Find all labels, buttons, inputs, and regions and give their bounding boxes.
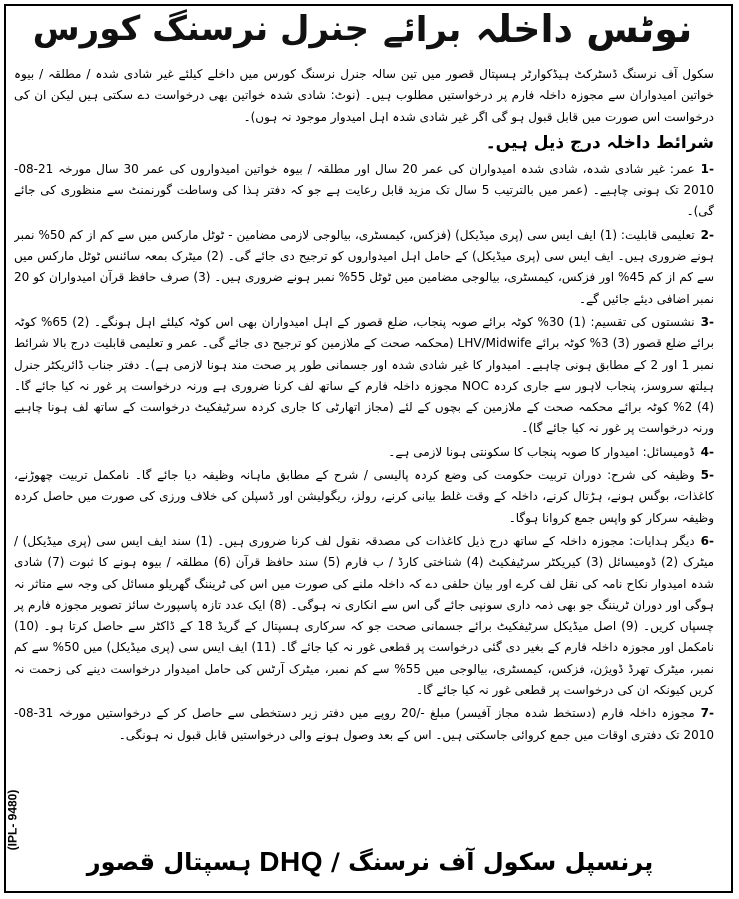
notice-title <box>8 4 717 54</box>
condition-item-1 <box>14 159 714 223</box>
item-number: -7 <box>700 706 714 721</box>
item-text: ڈومیسائل: امیدوار کا صوبہ پنجاب کا سکونتی ہونا لازمی ہے۔ <box>388 444 695 459</box>
ipl-code <box>2 760 22 880</box>
item-text: عمر: غیر شادی شدہ، شادی شدہ امیدواران کی عمر 20 سال اور مطلقہ / بیوہ خواتین امیدواروں کی عمر 30 سال مورخہ 21-08-2010 تک ہونی چاہیے۔ (عمر میں بالترتیب 5 سال تک مزید قابل رعایت ہے جو کہ دفتر ہذا کی وساطت گورنمنٹ سے منظوری کی جائے گی)۔ <box>14 161 714 219</box>
intro-paragraph: سکول آف نرسنگ ڈسٹرکٹ ہیڈکوارٹر ہسپتال قصور میں تین سالہ جنرل نرسنگ کورس میں داخلے کیلئے غیر شادی شدہ / مطلقہ / بیوہ خواتین امیدواران سے مجوزہ داخلہ فارم پر درخواستیں مطلوب ہیں۔ (نوٹ: شادی شدہ خواتین بھی درخواست دے سکتی ہیں لیکن ان کی درخواست اس صورت میں قابل قبول ہو گی اگر غیر شادی شدہ اہل امیدوار موجود نہ ہوں)۔ <box>14 67 714 124</box>
item-number: -1 <box>700 161 714 176</box>
ipl-code-text: (IPL- 9480) <box>5 789 19 851</box>
item-number: -5 <box>700 468 714 483</box>
item-number: -3 <box>700 314 714 329</box>
condition-item-2 <box>14 225 714 310</box>
conditions-heading: شرائط داخلہ درج ذیل ہیں۔ <box>485 132 714 153</box>
footer-principal: پرنسپل سکول آف نرسنگ / <box>331 848 654 876</box>
notice-body <box>14 64 714 846</box>
item-text: نشستوں کی تقسیم: (1) 30% کوٹہ برائے صوبہ پنجاب، ضلع قصور کے اہل امیدواران بھی اس کوٹہ کیلئے اہل ہونگے۔ (2) 65% کوٹہ برائے ضلع قصور (3) 3% کوٹہ برائے LHV/Midwife (محکمہ صحت کے ملازمین کو ترجیح دی جائے گی۔ عمر و تعلیمی قابلیت درج بالا شرائط نمبر 1 اور 2 کے مطابق ہونی چاہیے۔ امیدوار کا غیر شادی شدہ اور جسمانی طور پر صحت مند ہونا لازمی ہے)۔ دفتر جناب ڈائریکٹر جنرل ہیلتھ سروسز، پنجاب لاہور سے جاری کردہ NOC مجوزہ داخلہ فارم کے ساتھ لف کرنا ضروری ہے ورنہ درخواست پر غور نہ کیا جائے گا۔ (4) 2% کوٹہ برائے محکمہ صحت کے ملازمین کے بچوں کے لئے (مجاز اتھارٹی کا جاری کردہ سرٹیفکیٹ درخواست کے ساتھ لف ہونا چاہیے ورنہ درخواست پر غور نہ کیا جائے گا)۔ <box>14 314 714 436</box>
item-text: وظیفہ کی شرح: دوران تربیت حکومت کی وضع کردہ پالیسی / شرح کے مطابق ماہانہ وظیفہ دیا جائے گا۔ نامکمل تربیت چھوڑنے، کاغذات، بوگس ہونے، ہڑتال کرنے، داخلہ کے وقت غلط بیانی کرنے، رولز، ریگولیشن اور ڈسپلن کی خلاف ورزی کی صورت میں حاصل کردہ وظیفہ سرکار کو واپس جمع کروانا ہوگا۔ <box>14 468 714 525</box>
item-text: مجوزہ داخلہ فارم (دستخط شدہ مجاز آفیسر) مبلغ -/20 روپے میں دفتر زیر دستخطی سے حاصل کر کے درخواستیں مورخہ 31-08-2010 تک دفتری اوقات میں جمع کروائی جاسکتی ہیں۔ اس کے بعد وصول ہونے والی درخواستیں قابل قبول نہ ہونگی۔ <box>14 706 714 742</box>
condition-item-7 <box>14 703 714 746</box>
notice-signature <box>86 840 654 884</box>
footer-dhq: DHQ <box>259 846 323 877</box>
condition-item-3 <box>14 312 714 440</box>
item-text: تعلیمی قابلیت: (1) ایف ایس سی (پری میڈیکل) (فزکس، کیمسٹری، بیالوجی لازمی مضامین - ٹوٹل مارکس میں سے کم از کم 50% نمبر ہونے ضروری ہیں۔ ایف ایس سی (پری میڈیکل) کے حامل اہل امیدواروں کو ترجیح دی جائے گی۔ (2) میٹرک بمعہ سائنس ٹوٹل مارکس میں سے کم از کم 45% اور فزکس، کیمسٹری، بیالوجی مضامین میں ٹوٹل 55% نمبر ہونے ضروری ہیں۔ (3) صرف حافظ قرآن امیدواران کو 20 نمبر اضافی دیئے جائیں گے۔ <box>14 227 714 306</box>
item-number: -2 <box>700 227 714 242</box>
title-admission-notice: نوٹس داخلہ <box>475 7 693 51</box>
item-number: -6 <box>700 533 714 548</box>
footer-hospital-kasur: ہسپتال قصور <box>86 848 252 876</box>
title-for: برائے <box>383 9 462 50</box>
condition-item-6 <box>14 531 714 701</box>
condition-item-4 <box>14 442 714 463</box>
item-text: دیگر ہدایات: مجوزہ داخلہ کے ساتھ درج ذیل کاغذات کی مصدقہ نقول لف کرنا ضروری ہیں۔ (1) سند ایف ایس سی (پری میڈیکل) / میٹرک (2) ڈومیسائل (3) کیریکٹر سرٹیفکیٹ (4) شناختی کارڈ / ب فارم (5) سند حافظ قرآن (6) مطلقہ / بیوہ ہونے کا ثبوت (7) شادی شدہ امیدوار نکاح نامہ کی نقل لف کرے اور بیان حلفی دے کہ داخلہ ملنے کی صورت میں اس کی ٹریننگ گھریلو مسائل کی وجہ سے متاثر نہ ہوگی اور دوران ٹریننگ جو بھی ذمہ داری سونپی جائے گی اس سے انکاری نہ ہوگی۔ (8) ایک عدد تازہ پاسپورٹ سائز تصویر مجوزہ فارم پر چسپاں کریں۔ (9) اصل میڈیکل سرٹیفکیٹ برائے جسمانی صحت جو کہ سرکاری ہسپتال کے گریڈ 18 کے ڈاکٹر سے حاصل کرتا ہو۔ (10) نامکمل اور مجوزہ داخلہ فارم کے بغیر دی گئی درخواست پر قطعی غور نہ کیا جائے گا۔ (11) ایف ایس سی (پری میڈیکل) میں 50% سے کم نمبر، میٹرک تھرڈ ڈویژن، فزکس، کیمسٹری، بیالوجی میں 55% سے کم نمبر، میٹرک آرٹس کی حامل امیدوار درخواست دینے کی زحمت نہ کریں کیونکہ ان کی درخواست پر قطعی غور نہ کیا جائے گا۔ <box>14 533 714 698</box>
item-number: -4 <box>700 444 714 459</box>
condition-item-5 <box>14 465 714 529</box>
title-general-nursing-course: جنرل نرسنگ کورس <box>32 9 370 49</box>
